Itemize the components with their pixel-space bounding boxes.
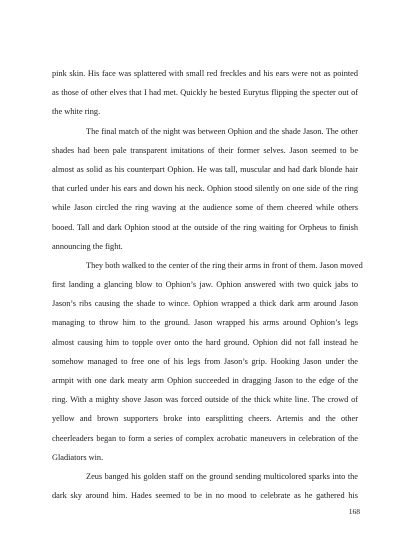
text-line: shades had been pale transparent imitations of their former selves. Jason seemed to be bbox=[52, 145, 358, 155]
text-line: managing to throw him to the ground. Jason wrapped his arms around Ophion’s legs bbox=[52, 318, 358, 328]
page-number: 168 bbox=[348, 507, 360, 516]
text-line: booed. Tall and dark Ophion stood at the outside of the ring waiting for Orpheus to finish bbox=[52, 222, 358, 232]
text-line: pink skin. His face was splattered with small red freckles and his ears were not as pointed bbox=[52, 69, 358, 78]
body-text bbox=[52, 64, 363, 505]
text-line: somehow managed to free one of his legs from Jason’s grip. Hooking Jason under the bbox=[52, 356, 358, 366]
text-line: Gladiators win. bbox=[52, 452, 104, 462]
text-line: yellow and brown supporters broke into earsplitting cheers. Artemis and the other bbox=[52, 414, 358, 424]
text-line: Zeus banged his golden staff on the ground sending multicolored sparks into the bbox=[86, 471, 358, 481]
text-line: while Jason circled the ring waving at the audience some of them cheered while others bbox=[52, 203, 358, 213]
text-line: armpit with one dark meaty arm Ophion succeeded in dragging Jason to the edge of the bbox=[52, 376, 358, 385]
text-line: dark sky around him. Hades seemed to be in no mood to celebrate as he gathered his bbox=[52, 491, 358, 501]
text-line: Jason’s ribs causing the shade to wince. Ophion wrapped a thick dark arm around Jason bbox=[52, 299, 358, 309]
text-line: first landing a glancing blow to Ophion’s jaw. Ophion answered with two quick jabs to bbox=[52, 280, 358, 290]
text-line: that curled under his ears and down his neck. Ophion stood silently on one side of the ring bbox=[52, 184, 358, 194]
text-line: the white ring. bbox=[52, 107, 101, 117]
text-line: They both walked to the center of the ring their arms in front of them. Jason moved bbox=[86, 260, 363, 270]
text-line: The final match of the night was between Ophion and the shade Jason. The other bbox=[86, 126, 358, 136]
text-line: announcing the fight. bbox=[52, 241, 123, 251]
text-line: cheerleaders began to form a series of complex acrobatic maneuvers in celebration of the bbox=[52, 433, 358, 443]
text-line: almost as solid as his counterpart Ophion. He was tall, muscular and had dark blonde hair bbox=[52, 164, 358, 174]
text-line: ring. With a mighty shove Jason was forced outside of the thick white line. The crowd of bbox=[52, 395, 358, 405]
text-line: as those of other elves that I had met. Quickly he bested Eurytus flipping the specter out of bbox=[52, 88, 358, 98]
text-line: almost causing him to topple over onto the hard ground. Ophion did not fall instead he bbox=[52, 337, 358, 347]
